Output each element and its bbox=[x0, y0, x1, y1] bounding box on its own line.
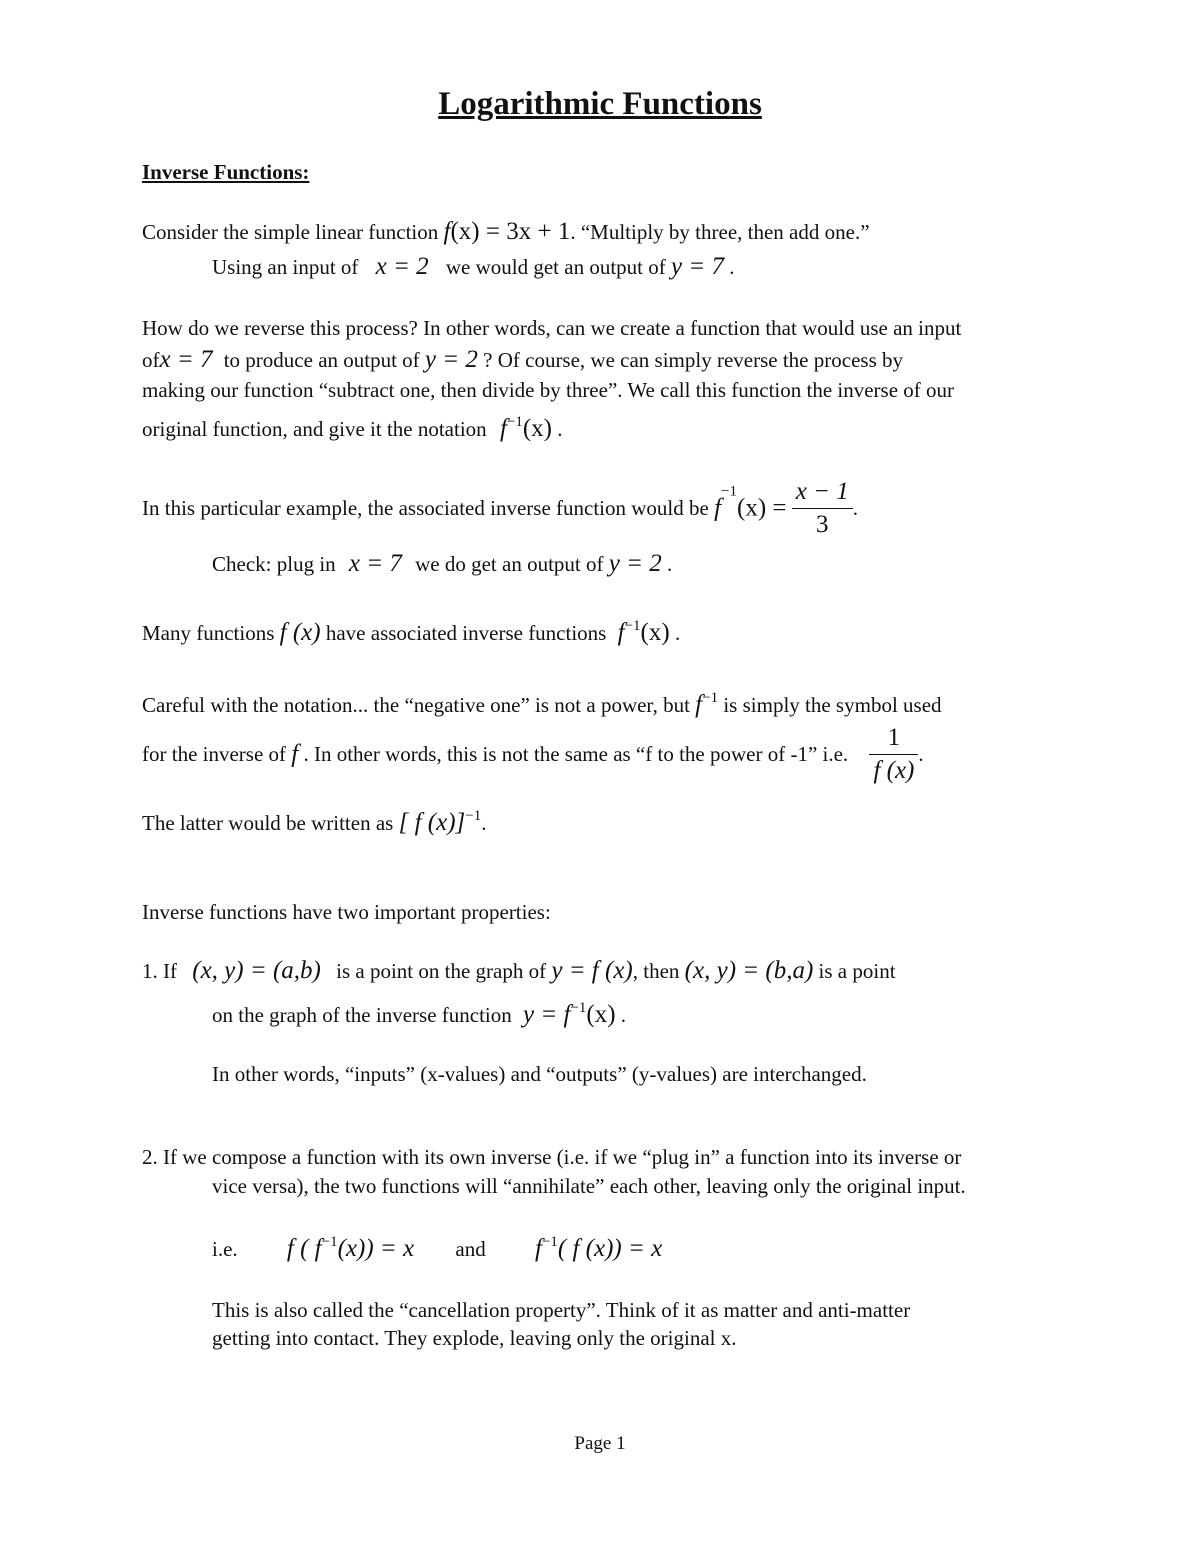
fraction-numerator: x − 1 bbox=[795, 478, 849, 505]
function-symbol: f bbox=[443, 218, 451, 245]
fraction-denominator: f (x) bbox=[873, 757, 915, 784]
text: Check: plug in bbox=[212, 552, 336, 576]
property-2-line-5: getting into contact. They explode, leaving only the original x. bbox=[212, 1326, 737, 1350]
inverse-superscript: −1 bbox=[624, 618, 641, 634]
inverse-symbol: f bbox=[714, 494, 722, 522]
period: . bbox=[666, 552, 673, 576]
cancellation-equations bbox=[212, 1234, 662, 1263]
composition-2-outer: f bbox=[534, 1235, 542, 1262]
latter-line bbox=[142, 808, 486, 837]
linear-function-expression: (x) = 3x + 1 bbox=[450, 218, 571, 245]
text: to produce an output of bbox=[223, 348, 420, 372]
composition-2 bbox=[535, 1235, 662, 1262]
argument: (x) bbox=[522, 415, 553, 442]
page-number: Page 1 bbox=[574, 1433, 626, 1454]
point-ba: (x, y) = (b,a) bbox=[684, 957, 814, 984]
property-2-line-4: This is also called the “cancellation property”. Think of it as matter and anti-matter bbox=[212, 1298, 911, 1322]
composition-1 bbox=[287, 1235, 414, 1262]
inverse-graph: y = f bbox=[523, 1001, 571, 1028]
graph-function: y = f (x) bbox=[551, 957, 633, 984]
period: . bbox=[918, 742, 924, 766]
period: . bbox=[729, 255, 735, 279]
inverse-superscript: −1 bbox=[570, 1000, 587, 1016]
text: ? Of course, we can simply reverse the process by bbox=[483, 348, 903, 372]
fraction-bar bbox=[792, 508, 853, 509]
not-power-line bbox=[142, 724, 924, 785]
input-text: Using an input of bbox=[212, 255, 359, 279]
check-line bbox=[212, 550, 672, 578]
inverse-lhs: (x) = bbox=[737, 494, 787, 522]
section-heading: Inverse Functions: bbox=[142, 160, 310, 184]
period: . bbox=[674, 621, 681, 645]
inverse-symbol: f bbox=[695, 691, 703, 718]
text: In this particular example, the associated inverse function would be bbox=[142, 496, 709, 520]
output-value: y = 2 bbox=[608, 550, 662, 577]
composition-2-superscript: −1 bbox=[541, 1234, 558, 1250]
input-value: x = 7 bbox=[348, 550, 402, 577]
page-title: Logarithmic Functions bbox=[438, 86, 762, 122]
input-value: x = 7 bbox=[159, 346, 213, 373]
reverse-paragraph-line-4 bbox=[142, 414, 563, 443]
property-1-line-1 bbox=[142, 957, 896, 985]
fraction-bar bbox=[869, 754, 918, 755]
composition-1-outer: f ( f bbox=[286, 1235, 322, 1262]
reverse-paragraph-line-1: How do we reverse this process? In other words, can we create a function that would use an input bbox=[142, 316, 962, 340]
property-1-line-2 bbox=[212, 1000, 626, 1029]
inverse-superscript: −1 bbox=[721, 483, 737, 500]
text: have associated inverse functions bbox=[325, 621, 607, 645]
text: original function, and give it the notation bbox=[142, 417, 487, 441]
inverse-superscript: −1 bbox=[702, 690, 719, 706]
careful-line bbox=[142, 690, 942, 719]
output-text: we would get an output of bbox=[445, 255, 666, 279]
text: we do get an output of bbox=[415, 552, 604, 576]
properties-intro: Inverse functions have two important properties: bbox=[142, 900, 551, 924]
composition-2-inner: ( f (x)) = x bbox=[557, 1235, 663, 1262]
function-symbol: f bbox=[291, 740, 299, 768]
composition-1-inner: (x)) = x bbox=[337, 1235, 415, 1262]
inverse-example-line bbox=[142, 478, 858, 539]
input-output-line bbox=[212, 253, 734, 281]
period: . bbox=[481, 811, 487, 835]
output-value: y = 7 bbox=[671, 253, 724, 280]
text: , then bbox=[632, 959, 680, 983]
intro-quote: . “Multiply by three, then add one.” bbox=[570, 220, 870, 244]
text: . In other words, this is not the same as “f to the power of -1” i.e. bbox=[303, 742, 849, 766]
text: is a point on the graph of bbox=[336, 959, 547, 983]
intro-text: Consider the simple linear function bbox=[142, 220, 439, 244]
text: is a point bbox=[818, 959, 896, 983]
inverse-fraction bbox=[792, 478, 853, 539]
text: Careful with the notation... the “negative one” is not a power, but bbox=[142, 693, 690, 717]
reciprocal-fraction bbox=[869, 724, 918, 785]
intro-line bbox=[142, 218, 870, 246]
property-2-line-2: vice versa), the two functions will “annihilate” each other, leaving only the original input. bbox=[212, 1174, 966, 1198]
point-ab: (x, y) = (a,b) bbox=[192, 957, 321, 984]
input-value: x = 2 bbox=[375, 253, 429, 280]
output-value: y = 2 bbox=[424, 346, 478, 373]
property-2-line-1: 2. If we compose a function with its own inverse (i.e. if we “plug in” a function into its inverse or bbox=[142, 1145, 962, 1169]
fraction-denominator: 3 bbox=[815, 511, 829, 538]
reciprocal-expression: [ f (x)] bbox=[398, 809, 466, 836]
reciprocal-superscript: −1 bbox=[465, 808, 482, 824]
inverse-symbol: f bbox=[499, 415, 507, 442]
ie-label: i.e. bbox=[212, 1237, 238, 1261]
text: of bbox=[142, 348, 160, 372]
inverse-superscript: −1 bbox=[506, 414, 523, 430]
period: . bbox=[620, 1003, 627, 1027]
period: . bbox=[557, 417, 563, 441]
text: on the graph of the inverse function bbox=[212, 1003, 512, 1027]
text: 1. If bbox=[142, 959, 177, 983]
text: The latter would be written as bbox=[142, 811, 394, 835]
function-fx: f (x) bbox=[279, 619, 321, 646]
argument: (x) bbox=[586, 1001, 616, 1028]
reverse-paragraph-line-2 bbox=[142, 346, 903, 374]
fraction-numerator: 1 bbox=[887, 724, 901, 751]
period: . bbox=[852, 496, 858, 520]
many-functions-line bbox=[142, 618, 680, 647]
text: for the inverse of bbox=[142, 742, 287, 766]
and-label: and bbox=[455, 1237, 486, 1261]
argument: (x) bbox=[640, 619, 670, 646]
composition-1-superscript: −1 bbox=[321, 1234, 338, 1250]
text: Many functions bbox=[142, 621, 275, 645]
inverse-symbol: f bbox=[617, 619, 625, 646]
property-1-line-3: In other words, “inputs” (x-values) and “outputs” (y-values) are interchanged. bbox=[212, 1062, 867, 1086]
text: is simply the symbol used bbox=[723, 693, 942, 717]
reverse-paragraph-line-3: making our function “subtract one, then divide by three”. We call this function the inverse of our bbox=[142, 378, 955, 402]
